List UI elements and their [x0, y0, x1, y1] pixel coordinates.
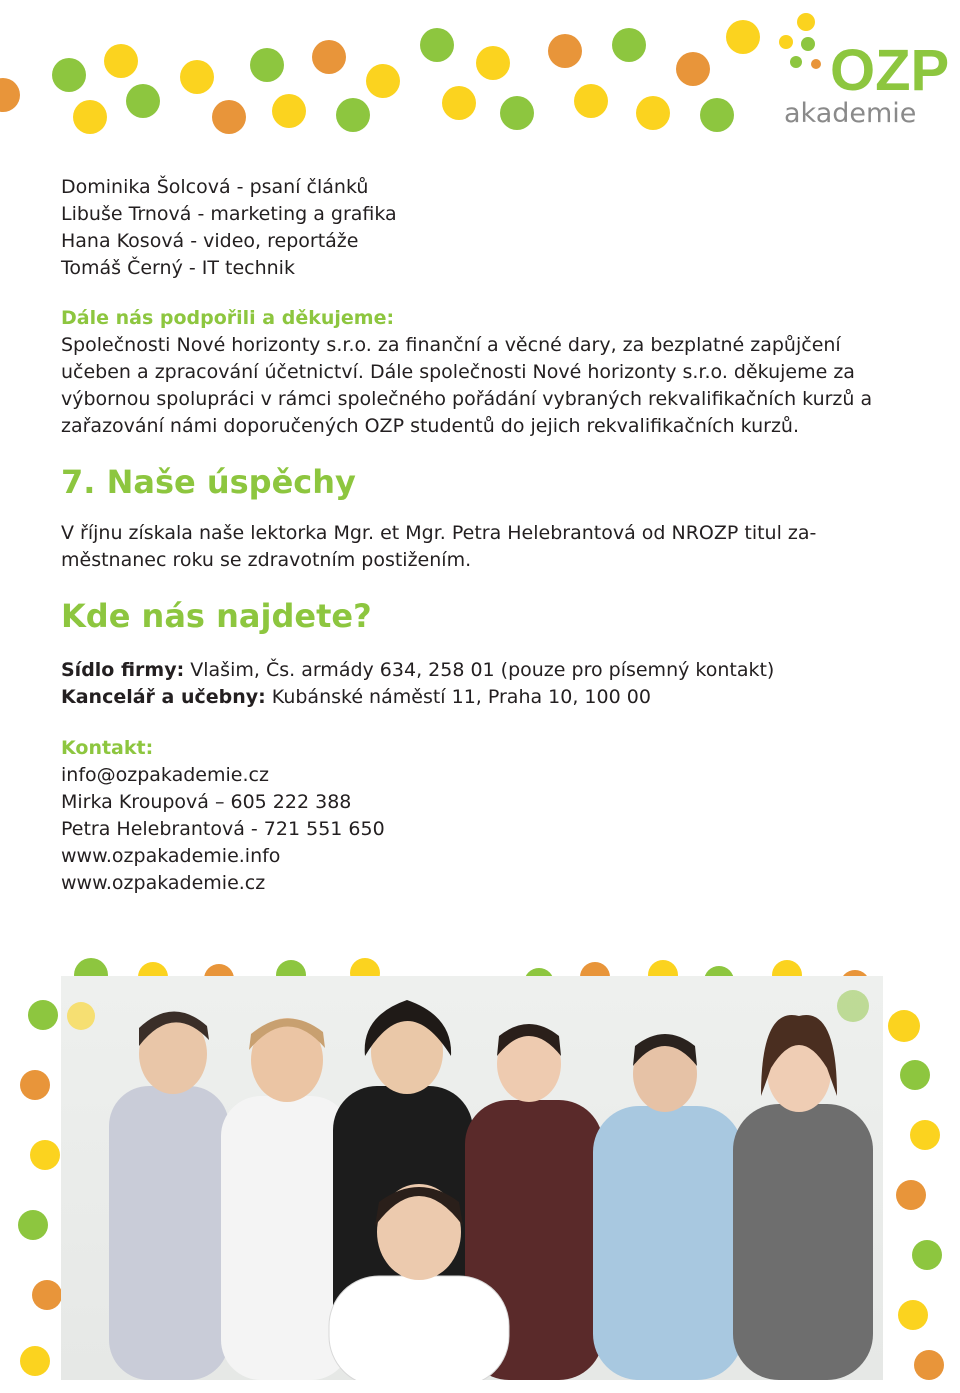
decor-dot	[898, 1300, 928, 1330]
ozp-akademie-logo	[778, 6, 954, 130]
logo-dot	[801, 37, 815, 51]
decor-dot	[52, 58, 86, 92]
support-text-line: Společnosti Nové horizonty s.r.o. za finanční a věcné dary, za bezplatné zapůjčení	[61, 334, 841, 356]
team-list	[61, 174, 921, 282]
person-6	[733, 1015, 873, 1380]
decor-dot	[912, 1240, 942, 1270]
main-content	[61, 174, 921, 897]
success-text-line: městnanec roku se zdravotním postižením.	[61, 549, 472, 571]
decor-dot	[636, 96, 670, 130]
decor-dot	[73, 100, 107, 134]
office-label: Kancelář a učebny:	[61, 686, 266, 708]
decor-dot	[32, 1280, 62, 1310]
person-1	[109, 1011, 229, 1380]
decor-dot	[700, 98, 734, 132]
logo-dot	[779, 35, 793, 49]
support-section	[61, 305, 921, 440]
success-text-line: V říjnu získala naše lektorka Mgr. et Mgr. Petra Helebrantová od NROZP titul za-	[61, 522, 817, 544]
decor-dot	[250, 48, 284, 82]
decor-dot	[18, 1210, 48, 1240]
location-title: Kde nás najdete?	[61, 597, 372, 635]
contact-website[interactable]: www.ozpakademie.cz	[61, 872, 266, 894]
decor-dot	[896, 1180, 926, 1210]
team-member: Dominika Šolcová - psaní článků	[61, 176, 369, 198]
support-text-line: zařazování námi doporučených OZP studentů do jejich rekvalifikačních kurzů.	[61, 415, 799, 437]
decor-dot	[126, 84, 160, 118]
person-5	[593, 1034, 743, 1380]
decor-dot	[476, 46, 510, 80]
success-title: 7. Naše úspěchy	[61, 463, 356, 501]
location-section	[61, 596, 921, 711]
office-value: Kubánské náměstí 11, Praha 10, 100 00	[265, 686, 651, 708]
contact-phone: Mirka Kroupová – 605 222 388	[61, 791, 352, 813]
contact-heading: Kontakt:	[61, 737, 154, 759]
contact-phone: Petra Helebrantová - 721 551 650	[61, 818, 385, 840]
contact-website[interactable]: www.ozpakademie.info	[61, 845, 281, 867]
support-heading: Dále nás podpořili a děkujeme:	[61, 307, 395, 329]
decor-dot	[212, 100, 246, 134]
logo-subtitle: akademie	[784, 98, 917, 129]
logo-dot	[811, 59, 821, 69]
decor-dot	[30, 1140, 60, 1170]
decor-dot	[548, 34, 582, 68]
decor-dot	[420, 28, 454, 62]
decor-dot	[574, 84, 608, 118]
contact-section	[61, 735, 921, 897]
seat-label: Sídlo firmy:	[61, 659, 185, 681]
success-section	[61, 462, 921, 574]
logo-dot	[797, 13, 815, 31]
decor-dot	[900, 1060, 930, 1090]
logo-dot	[790, 56, 802, 68]
seat-value: Vlašim, Čs. armády 634, 258 01 (pouze pro písemný kontakt)	[184, 659, 775, 681]
decor-dot	[20, 1070, 50, 1100]
decor-dot	[180, 60, 214, 94]
decor-dot	[336, 98, 370, 132]
decor-dot	[442, 86, 476, 120]
decor-dot	[20, 1346, 50, 1376]
decor-dot	[500, 96, 534, 130]
contact-email[interactable]: info@ozpakademie.cz	[61, 764, 269, 786]
office-address	[61, 684, 921, 711]
decor-dot	[910, 1120, 940, 1150]
decor-dot	[676, 52, 710, 86]
decor-dot	[312, 40, 346, 74]
team-group-photo	[61, 976, 883, 1380]
decor-dot	[272, 94, 306, 128]
decor-dot	[28, 1000, 58, 1030]
team-member: Hana Kosová - video, reportáže	[61, 230, 359, 252]
decor-dot	[888, 1010, 920, 1042]
decor-dot	[0, 78, 20, 112]
logo-wordmark: OZP	[830, 38, 950, 103]
support-text-line: výbornou spolupráci v rámci společného pořádání vybraných rekvalifikačních kurzů a	[61, 388, 873, 410]
team-member: Libuše Trnová - marketing a grafika	[61, 203, 397, 225]
decor-dot	[726, 20, 760, 54]
decor-dot	[914, 1350, 944, 1380]
team-photo-illustration	[61, 976, 883, 1380]
team-member: Tomáš Černý - IT technik	[61, 257, 295, 279]
decor-dot	[612, 28, 646, 62]
decor-dot	[366, 64, 400, 98]
support-text-line: učeben a zpracování účetnictví. Dále společnosti Nové horizonty s.r.o. děkujeme za	[61, 361, 855, 383]
seat-address	[61, 657, 921, 684]
decor-dot	[104, 44, 138, 78]
